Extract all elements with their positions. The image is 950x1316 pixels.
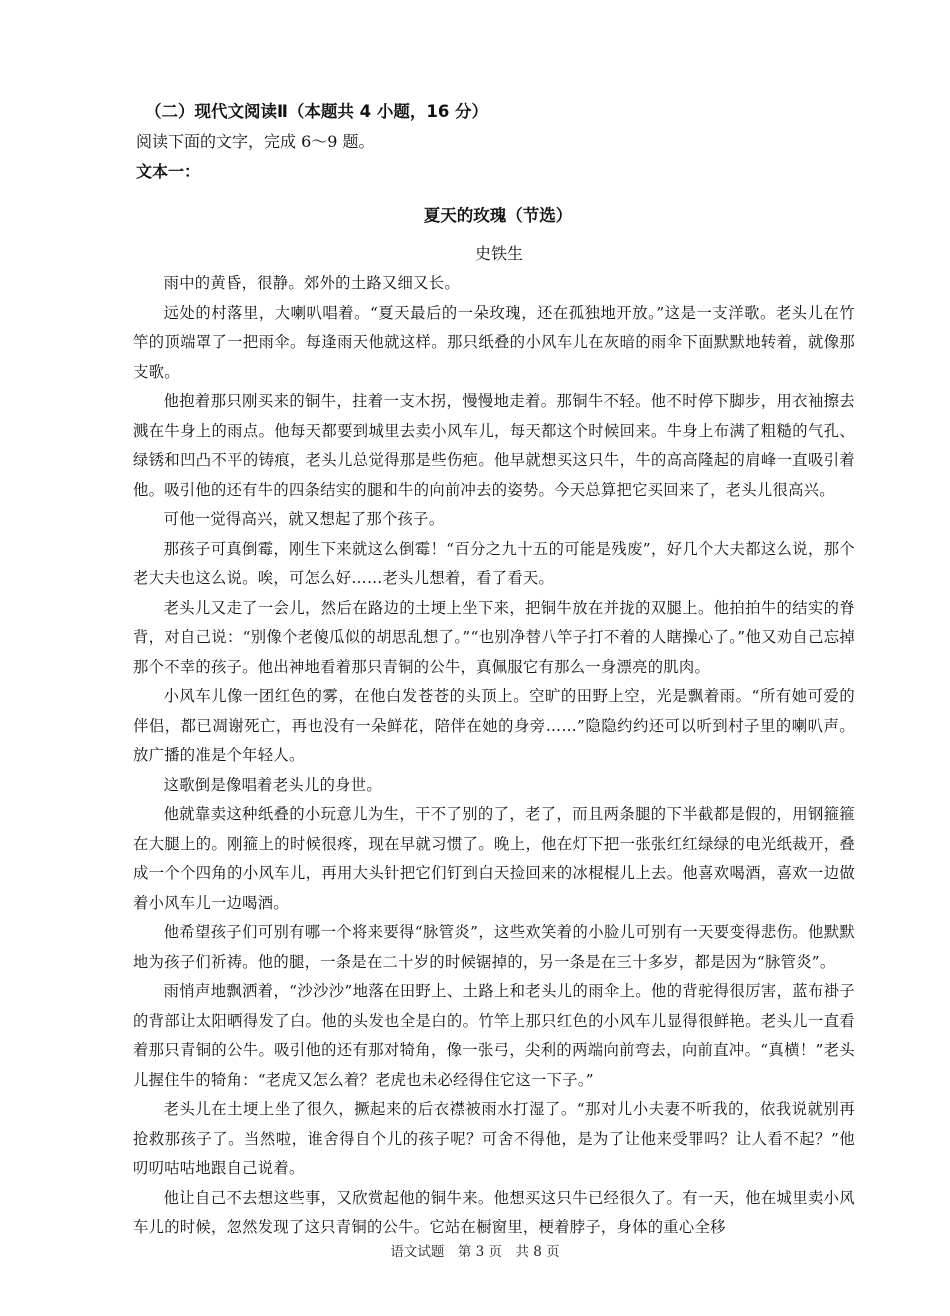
section-title: （二）现代文阅读Ⅱ（本题共 4 小题，16 分） xyxy=(145,102,489,121)
paragraph: 那孩子可真倒霉，刚生下来就这么倒霉！“百分之九十五的可能是残废”，好几个大夫都这么说，那个老大夫也这么说。唉，可怎么好……老头儿想着，看了看天。 xyxy=(133,539,855,587)
paragraph: 可他一觉得高兴，就又想起了那个孩子。 xyxy=(163,510,445,528)
article-title: 夏天的玫瑰（节选） xyxy=(423,206,573,225)
paragraph: 他希望孩子们可别有哪一个将来要得“脉管炎”，这些欢笑着的小脸儿可别有一天要变得悲伤。他默默地为孩子们祈祷。他的腿，一条是在二十岁的时候锯掉的，另一条是在三十多岁，都是因为“脉管炎”。 xyxy=(133,923,855,971)
page-footer: 语文试题 第 3 页 共 8 页 xyxy=(390,1244,560,1260)
article-author: 史铁生 xyxy=(474,244,523,263)
reading-instruction: 阅读下面的文字，完成 6～9 题。 xyxy=(136,132,375,151)
paragraph: 他就靠卖这种纸叠的小玩意儿为生，干不了别的了，老了，而且两条腿的下半截都是假的，用钢箍箍在大腿上的。刚箍上的时候很疼，现在早就习惯了。晚上，他在灯下把一张张红红绿绿的电光纸裁开，叠成一个个四角的小风车儿，再用大头针把它们钉到白天捡回来的冰棍棍儿上去。他喜欢喝酒，喜欢一边做着小风车儿一边喝酒。 xyxy=(133,805,855,912)
paragraph: 雨中的黄昏，很静。郊外的土路又细又长。 xyxy=(163,274,460,292)
paragraph: 雨悄声地飘洒着，“沙沙沙”地落在田野上、土路上和老头儿的雨伞上。他的背驼得很厉害，蓝布褂子的背部让太阳晒得发了白。他的头发也全是白的。竹竿上那只红色的小风车儿显得很鲜艳。老头儿一直看着那只青铜的公牛。吸引他的还有那对犄角，像一张弓，尖利的两端向前弯去，向前直冲。“真横！”老头儿握住牛的犄角：“老虎又怎么着？老虎也未必经得住它这一下子。” xyxy=(133,982,855,1089)
paragraph: 小风车儿像一团红色的雾，在他白发苍苍的头顶上。空旷的田野上空，光是飘着雨。“所有她可爱的伴侣，都已凋谢死亡，再也没有一朵鲜花，陪伴在她的身旁……”隐隐约约还可以听到村子里的喇叭声。放广播的准是个年轻人。 xyxy=(133,687,855,764)
paragraph: 他抱着那只刚买来的铜牛，拄着一支木拐，慢慢地走着。那铜牛不轻。他不时停下脚步，用衣袖擦去溅在牛身上的雨点。他每天都要到城里去卖小风车儿，每天都这个时候回来。牛身上布满了粗糙的气孔、绿锈和凹凸不平的铸痕，老头儿总觉得那是些伤疤。他早就想买这只牛，牛的高高隆起的肩峰一直吸引着他。吸引他的还有牛的四条结实的腿和牛的向前冲去的姿势。今天总算把它买回来了，老头儿很高兴。 xyxy=(133,392,855,499)
paragraph: 远处的村落里，大喇叭唱着。“夏天最后的一朵玫瑰，还在孤独地开放。”这是一支洋歌。老头儿在竹竿的顶端罩了一把雨伞。每逢雨天他就这样。那只纸叠的小风车儿在灰暗的雨伞下面默默地转着，就像那支歌。 xyxy=(133,303,855,381)
paragraph: 这歌倒是像唱着老头儿的身世。 xyxy=(163,775,382,794)
article-body xyxy=(133,269,855,1243)
paragraph: 老头儿又走了一会儿，然后在路边的土埂上坐下来，把铜牛放在并拢的双腿上。他拍拍牛的结实的脊背，对自己说：“别像个老傻瓜似的胡思乱想了。”“也别净替八竿子打不着的人瞎操心了。”他又劝自己忘掉那个不幸的孩子。他出神地看着那只青铜的公牛，真佩服它有那么一身漂亮的肌肉。 xyxy=(133,598,855,676)
paragraph: 他让自己不去想这些事，又欣赏起他的铜牛来。他想买这只牛已经很久了。有一天，他在城里卖小风车儿的时候，忽然发现了这只青铜的公牛。它站在橱窗里，梗着脖子，身体的重心全移 xyxy=(133,1188,855,1236)
paragraph: 老头儿在土埂上坐了很久，撅起来的后衣襟被雨水打湿了。“那对儿小夫妻不听我的，依我说就别再抢救那孩子了。当然啦，谁舍得自个儿的孩子呢？可舍不得他，是为了让他来受罪吗？让人看不起？”他叨叨咕咕地跟自己说着。 xyxy=(133,1100,855,1177)
text-label: 文本一： xyxy=(136,162,201,181)
page-content xyxy=(133,97,855,1243)
